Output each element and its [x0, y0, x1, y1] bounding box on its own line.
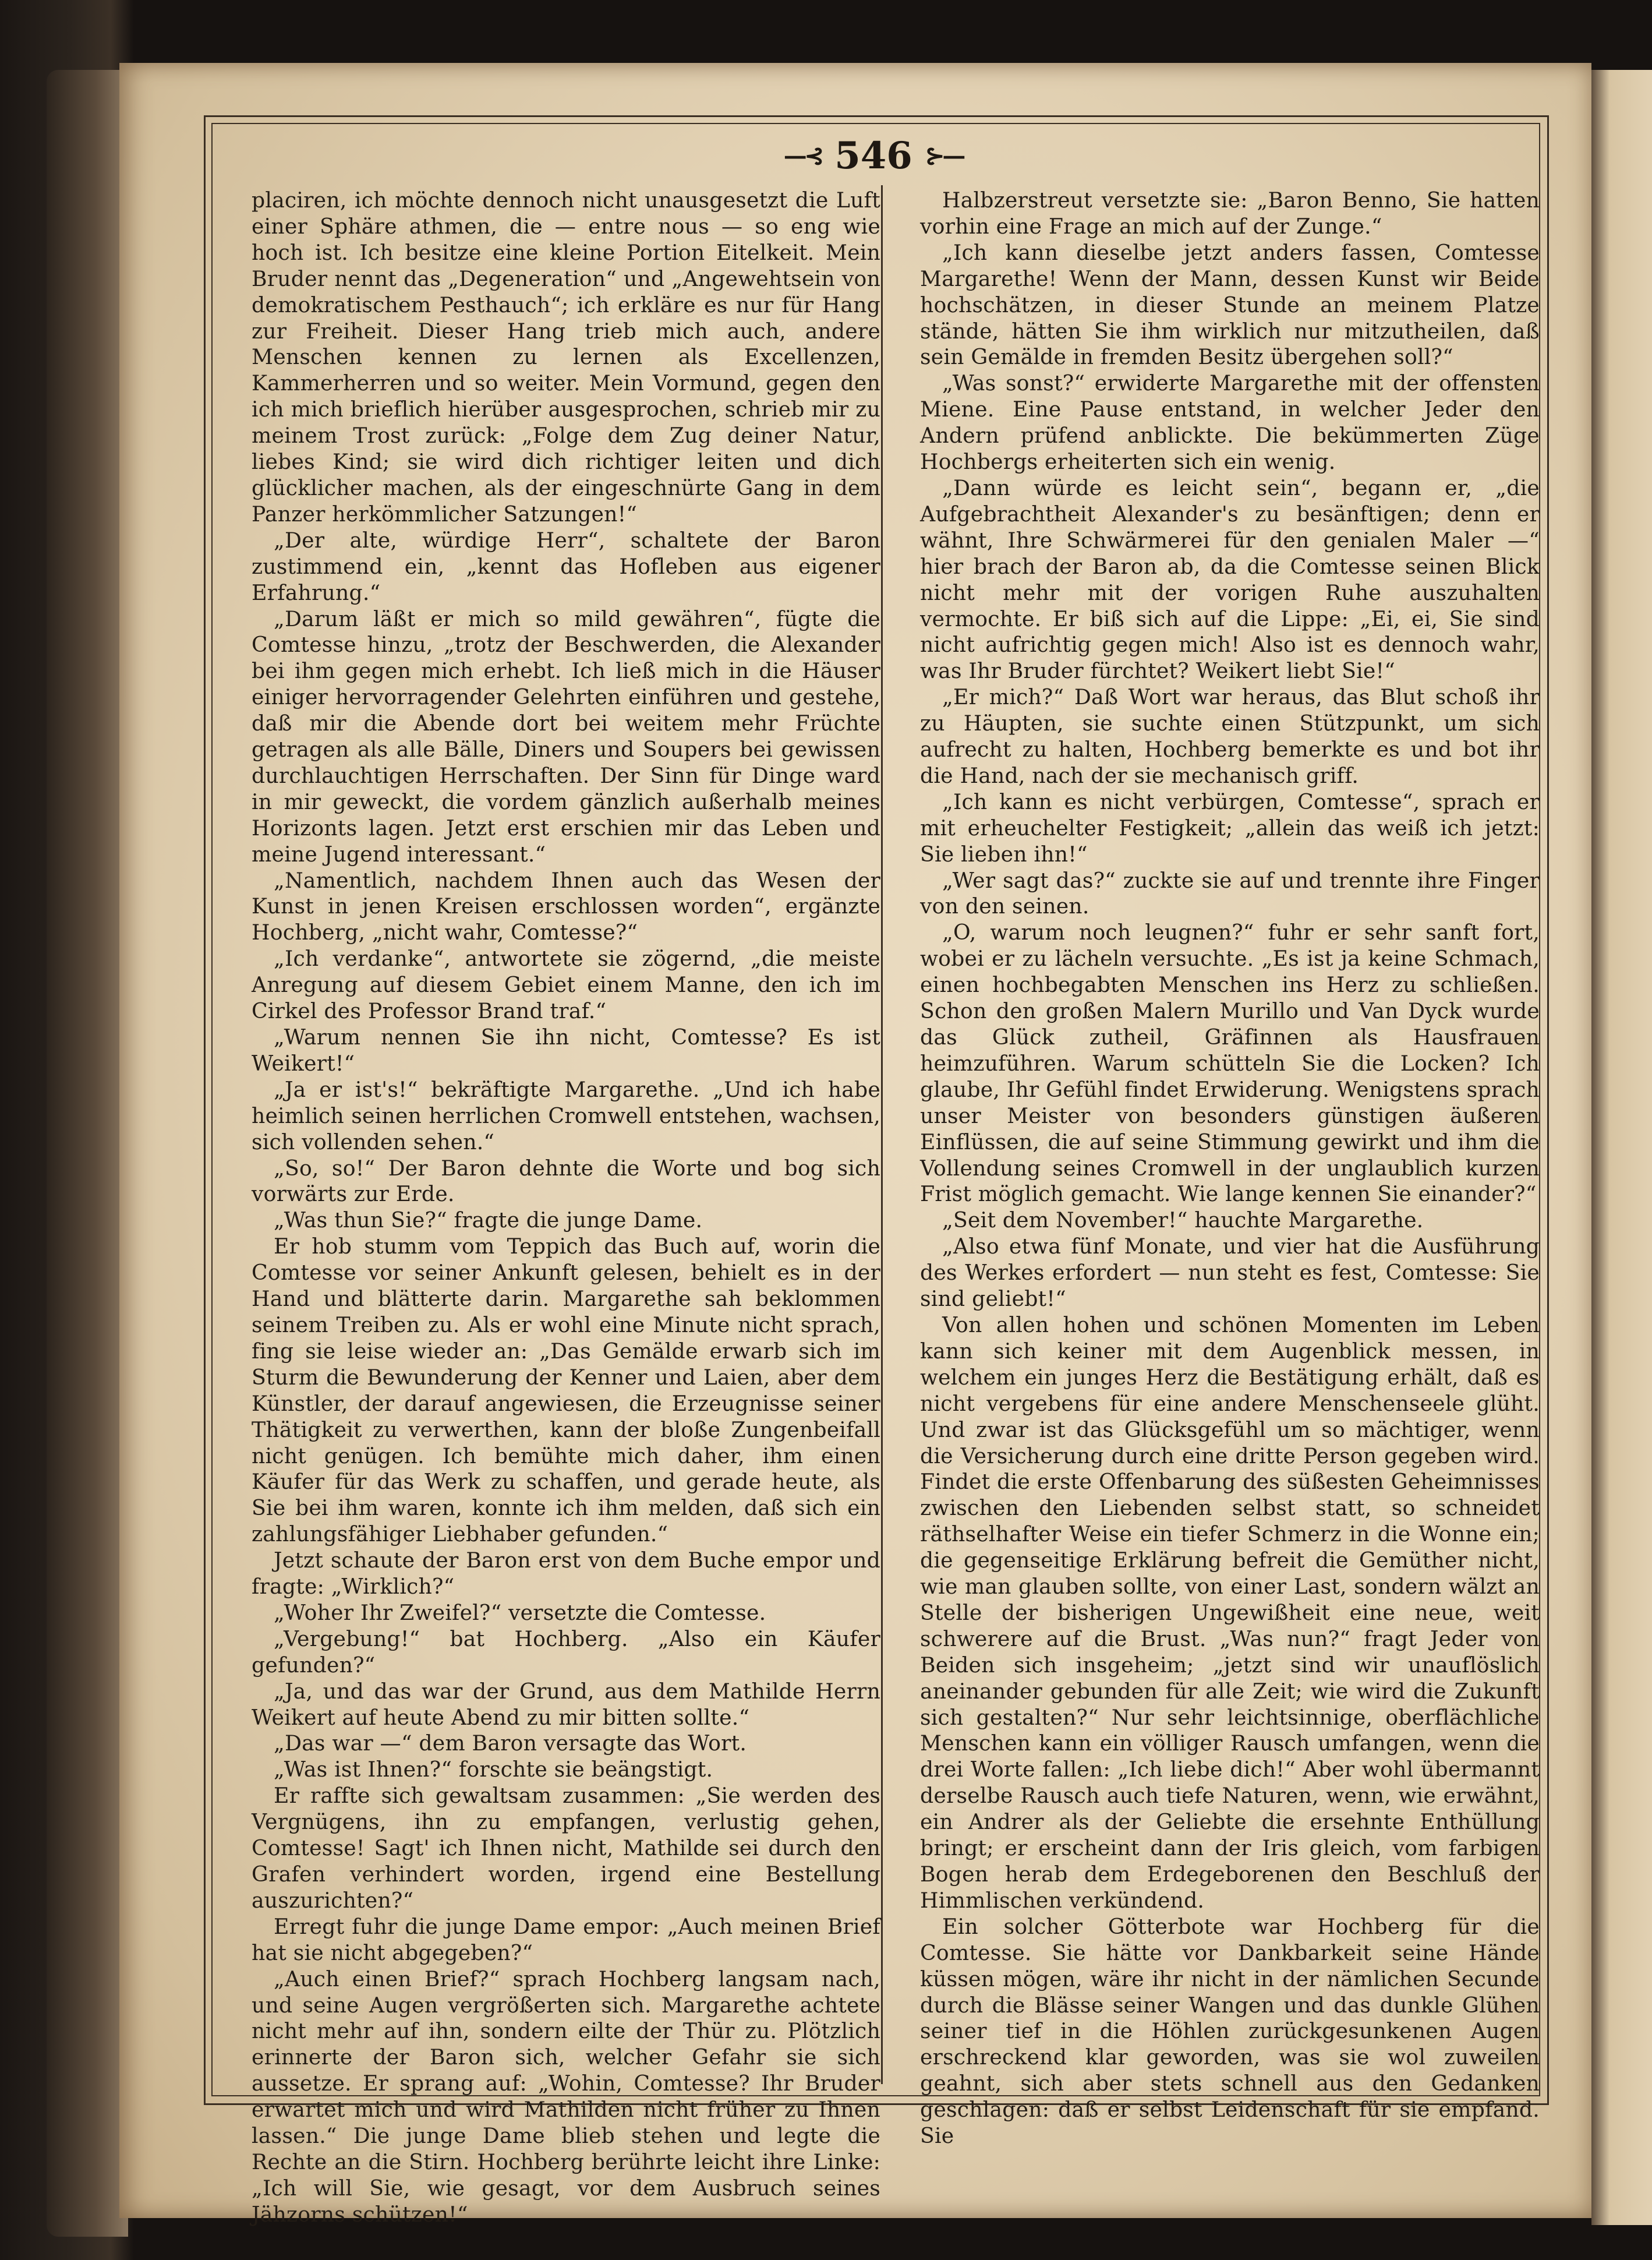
page-header — [757, 129, 990, 182]
paragraph: „Vergebung!“ bat Hochberg. „Also ein Käufer gefunden?“ — [252, 1626, 880, 1678]
paragraph: „Namentlich, nachdem Ihnen auch das Wesen der Kunst in jenen Kreisen erschlossen worden“, ergänzte Hochberg, „nicht wahr, Comtesse?“ — [252, 867, 880, 945]
header-ornament-right: ⊱— — [925, 142, 964, 170]
paragraph: Erregt fuhr die junge Dame empor: „Auch meinen Brief hat sie nicht abgegeben?“ — [252, 1913, 880, 1965]
paragraph: „Dann würde es leicht sein“, begann er, „die Aufgebrachtheit Alexander's zu besänftigen; denn er wähnt, Ihre Schwärmerei für den genialen Maler —“ hier brach der Baron ab, da die Comtesse seinen Blick nicht mehr mit der vorigen Ruhe auszuhalten vermochte. Er biß sich auf die Lippe: „Ei, ei, Sie sind nicht aufrichtig gegen mich! Also ist es dennoch wahr, was Ihr Bruder fürchtet? Weikert liebt Sie!“ — [920, 475, 1540, 684]
paragraph: „Der alte, würdige Herr“, schaltete der Baron zustimmend ein, „kennt das Hofleben aus eigener Erfahrung.“ — [252, 527, 880, 605]
paragraph: „Wer sagt das?“ zuckte sie auf und trennte ihre Finger von den seinen. — [920, 867, 1540, 919]
paragraph: „Ich kann es nicht verbürgen, Comtesse“, sprach er mit erheuchelter Festigkeit; „allein das weiß ich jetzt: Sie lieben ihn!“ — [920, 789, 1540, 867]
paragraph: „Darum läßt er mich so mild gewähren“, fügte die Comtesse hinzu, „trotz der Beschwerden, die Alexander bei ihm gegen mich erhebt. Ich ließ mich in die Häuser einiger hervorragender Gelehrten einführen und gestehe, daß mir die Abende dort bei weitem mehr Früchte getragen als alle Bälle, Diners und Soupers bei gewissen durchlauchtigen Herrschaften. Der Sinn für Dinge ward in mir geweckt, die vordem gänzlich außerhalb meines Horizonts lagen. Jetzt erst erschien mir das Leben und meine Jugend interessant.“ — [252, 606, 880, 867]
paragraph: „Das war —“ dem Baron versagte das Wort. — [274, 1731, 747, 1756]
paragraph: „Woher Ihr Zweifel?“ versetzte die Comtesse. — [274, 1599, 766, 1625]
right-column — [920, 188, 1540, 2149]
paragraph: „Ja, und das war der Grund, aus dem Mathilde Herrn Weikert auf heute Abend zu mir bitten sollte.“ — [252, 1678, 880, 1730]
paragraph: „Warum nennen Sie ihn nicht, Comtesse? Es ist Weikert!“ — [252, 1025, 880, 1076]
header-ornament-left: —⊰ — [783, 142, 822, 170]
paragraph: „Was ist Ihnen?“ forschte sie beängstigt. — [274, 1757, 713, 1782]
column-divider — [881, 185, 883, 2084]
paragraph: Er raffte sich gewaltsam zusammen: „Sie werden des Vergnügens, ihn zu empfangen, verlustig gehen, Comtesse! Sagt' ich Ihnen nicht, Mathilde sei durch den Grafen verhindert worden, irgend eine Bestellung auszurichten?“ — [252, 1783, 880, 1913]
paragraph: Von allen hohen und schönen Momenten im Leben kann sich keiner mit dem Augenblick messen, in welchem ein junges Herz die Bestätigung erhält, daß es nicht vergebens für eine andere Menschenseele glüht. Und zwar ist das Glücksgefühl um so mächtiger, wenn die Versicherung durch eine dritte Person gegeben wird. Findet die erste Offenbarung des süßesten Geheimnisses zwischen den Liebenden selbst statt, so schneidet räthselhafter Weise ein tiefer Schmerz in die Wonne ein; die gegenseitige Erklärung befreit die Gemüther nicht, wie man glauben sollte, von einer Last, sondern wälzt an Stelle der bisherigen Ungewißheit eine neue, weit schwerere auf die Brust. „Was nun?“ fragt Jeder von Beiden sich insgeheim; „jetzt sind wir unauflöslich aneinander gebunden für alle Zeit; wie wird die Zukunft sich gestalten?“ Nur sehr leichtsinnige, oberflächliche Menschen kann ein völliger Rausch umfangen, wenn die drei Worte fallen: „Ich liebe dich!“ Aber wohl übermannt derselbe Rausch auch tiefe Naturen, wenn, wie erwähnt, ein Andrer als der Geliebte die ersehnte Enthüllung bringt; er erscheint dann der Iris gleich, vom farbigen Bogen herab dem Erdegeborenen den Beschluß der Himmlischen verkündend. — [920, 1312, 1540, 1913]
paragraph: „So, so!“ Der Baron dehnte die Worte und bog sich vorwärts zur Erde. — [252, 1155, 880, 1207]
paragraph: „Auch einen Brief?“ sprach Hochberg langsam nach, und seine Augen vergrößerten sich. Margarethe achtete nicht mehr auf ihn, sondern eilte der Thür zu. Plötzlich erinnerte der Baron sich, welcher Gefahr sie sich aussetze. Er sprang auf: „Wohin, Comtesse? Ihr Bruder erwartet mich und wird Mathilden nicht früher zu Ihnen lassen.“ Die junge Dame blieb stehen und legte die Rechte an die Stirn. Hochberg berührte leicht ihre Linke: „Ich will Sie, wie gesagt, vor dem Ausbruch seines Jähzorns schützen!“ — [252, 1966, 880, 2227]
paragraph: Er hob stumm vom Teppich das Buch auf, worin die Comtesse vor seiner Ankunft gelesen, behielt es in der Hand und blätterte darin. Margarethe sah beklommen seinem Treiben zu. Als er wohl eine Minute nicht sprach, fing sie leise wieder an: „Das Gemälde erwarb sich im Sturm die Bewunderung der Kenner und Laien, aber dem Künstler, der darauf angewiesen, die Erzeugnisse seiner Thätigkeit zu verwerthen, kann der bloße Zungenbeifall nicht genügen. Ich bemühte mich daher, ihm einen Käufer für das Werk zu schaffen, und gerade heute, als Sie bei ihm waren, konnte ich ihm melden, daß sich ein zahlungsfähiger Liebhaber gefunden.“ — [252, 1234, 880, 1547]
paragraph: „O, warum noch leugnen?“ fuhr er sehr sanft fort, wobei er zu lächeln versuchte. „Es ist ja keine Schmach, einen hochbegabten Menschen ins Herz zu schließen. Schon den großen Malern Murillo und Van Dyck wurde das Glück zutheil, Gräfinnen als Hausfrauen heimzuführen. Warum schütteln Sie die Locken? Ich glaube, Ihr Gefühl findet Erwiderung. Wenigstens sprach unser Meister von besonders günstigen äußeren Einflüssen, die auf seine Stimmung gewirkt und ihm die Vollendung seines Cromwell in der unglaublich kurzen Frist möglich gemacht. Wie lange kennen Sie einander?“ — [920, 920, 1540, 1207]
paragraph: „Ja er ist's!“ bekräftigte Margarethe. „Und ich habe heimlich seinen herrlichen Cromwell entstehen, wachsen, sich vollenden sehen.“ — [252, 1076, 880, 1154]
paragraph: placiren, ich möchte dennoch nicht unausgesetzt die Luft einer Sphäre athmen, die — entre nous — so eng wie hoch ist. Ich besitze eine kleine Portion Eitelkeit. Mein Bruder nennt das „Degeneration“ und „Angewehtsein von demokratischem Pesthauch“; ich erkläre es nur für Hang zur Freiheit. Dieser Hang trieb mich auch, andere Menschen kennen zu lernen als Excellenzen, Kammerherren und so weiter. Mein Vormund, gegen den ich mich brieflich hierüber ausgesprochen, schrieb mir zu meinem Trost zurück: „Folge dem Zug deiner Natur, liebes Kind; sie wird dich richtiger leiten und dich glücklicher machen, als der eingeschnürte Gang in dem Panzer herkömmlicher Satzungen!“ — [252, 188, 880, 527]
paragraph: Halbzerstreut versetzte sie: „Baron Benno, Sie hatten vorhin eine Frage an mich auf der Zunge.“ — [920, 188, 1540, 239]
left-column — [252, 188, 880, 2227]
page-number: 546 — [834, 133, 912, 178]
paragraph: „Ich kann dieselbe jetzt anders fassen, Comtesse Margarethe! Wenn der Mann, dessen Kunst wir Beide hochschätzen, in dieser Stunde an meinem Platze stände, hätten Sie ihm wirklich nur mitzutheilen, daß sein Gemälde in fremden Besitz übergehen soll?“ — [920, 239, 1540, 370]
paragraph: „Was sonst?“ erwiderte Margarethe mit der offensten Miene. Eine Pause entstand, in welcher Jeder den Andern prüfend anblickte. Die bekümmerten Züge Hochbergs erheiterten sich ein wenig. — [920, 370, 1540, 475]
facing-page-edge — [1591, 70, 1652, 2225]
paragraph: „Also etwa fünf Monate, und vier hat die Ausführung des Werkes erfordert — nun steht es fest, Comtesse: Sie sind geliebt!“ — [920, 1234, 1540, 1312]
paragraph: „Was thun Sie?“ fragte die junge Dame. — [274, 1207, 703, 1233]
book-spine — [47, 70, 128, 2237]
paragraph: „Er mich?“ Daß Wort war heraus, das Blut schoß ihr zu Häupten, sie suchte einen Stützpunkt, um sich aufrecht zu halten, Hochberg bemerkte es und bot ihr die Hand, nach der sie mechanisch griff. — [920, 684, 1540, 788]
paragraph: „Ich verdanke“, antwortete sie zögernd, „die meiste Anregung auf diesem Gebiet einem Manne, den ich im Cirkel des Professor Brand traf.“ — [252, 946, 880, 1024]
paragraph: „Seit dem November!“ hauchte Margarethe. — [942, 1207, 1424, 1233]
paragraph: Ein solcher Götterbote war Hochberg für die Comtesse. Sie hätte vor Dankbarkeit seine Hände küssen mögen, wäre ihr nicht in der nämlichen Secunde durch die Blässe seiner Wangen und das dunkle Glühen seiner tief in die Höhlen zurückgesunkenen Augen erschreckend klar geworden, was sie wol zuweilen geahnt, sich aber stets schnell aus den Gedanken geschlagen: daß er selbst Leidenschaft für sie empfand. Sie — [920, 1913, 1540, 2149]
paragraph: Jetzt schaute der Baron erst von dem Buche empor und fragte: „Wirklich?“ — [252, 1548, 880, 1599]
